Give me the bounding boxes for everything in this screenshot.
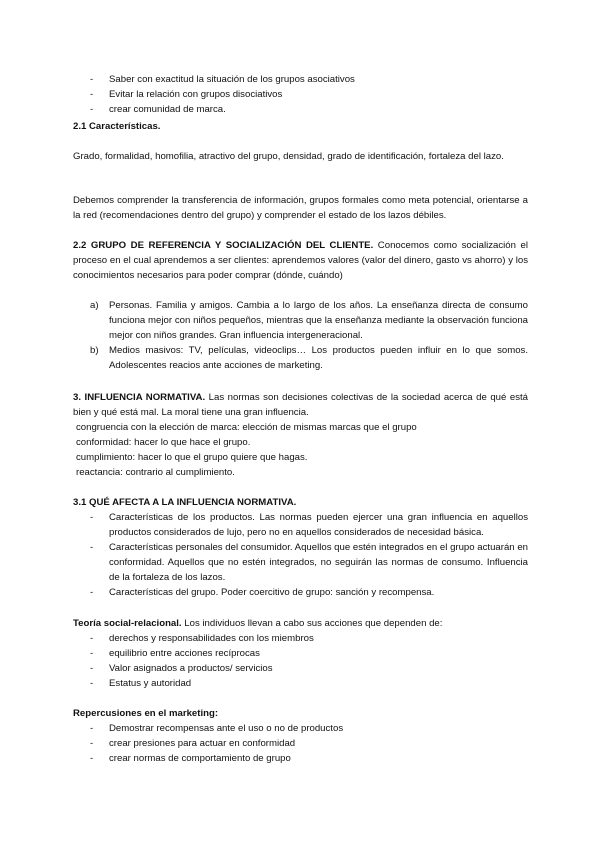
list-item: - Características personales del consumidor. Aquellos que estén integrados en el grupo actuarán en conformidad. Aquellos que no estén integrados, no seguirán las normas de consumo. Influencia de la fortaleza de los lazos.	[90, 542, 528, 583]
repercusiones-section	[73, 706, 528, 766]
dash-marker: -	[90, 512, 94, 523]
section-3-paragraph: 3. INFLUENCIA NORMATIVA. Las normas son decisiones colectivas de la sociedad acerca de qué está bien y qué está mal. La moral tiene una gran influencia. congruencia con la elección de marca: elección de mismas marcas que el grupo conformidad: hacer lo que hace el grupo. cumplimiento: hacer lo que el grupo quiere que hagas. reactancia: contrario al cumplimiento.	[73, 392, 529, 478]
dash-marker: -	[90, 678, 94, 689]
section-3-heading: 3. INFLUENCIA NORMATIVA.	[73, 392, 206, 403]
norm-line: cumplimiento: hacer lo que el grupo quiere que hagas.	[76, 452, 308, 463]
dash-marker: -	[90, 723, 94, 734]
dash-marker: -	[90, 74, 94, 85]
section-2-2-heading: 2.2 GRUPO DE REFERENCIA Y SOCIALIZACIÓN DEL CLIENTE.	[73, 240, 374, 251]
section-3-1-list	[73, 510, 528, 600]
repercusiones-heading: Repercusiones en el marketing:	[73, 708, 219, 719]
list-item: - derechos y responsabilidades con los miembros	[90, 633, 314, 644]
top-bullet-list	[73, 72, 528, 117]
norm-line: conformidad: hacer lo que hace el grupo.	[76, 437, 251, 448]
list-marker: b)	[90, 345, 99, 356]
section-2-1-heading: 2.1 Características.	[73, 121, 161, 132]
list-item: - crear normas de comportamiento de grupo	[90, 753, 291, 764]
list-item: - Demostrar recompensas ante el uso o no de productos	[90, 723, 344, 734]
list-item: - crear presiones para actuar en conformidad	[90, 738, 296, 749]
section-2-1-paragraph-1: Grado, formalidad, homofilia, atractivo del grupo, densidad, grado de identificación, fortaleza del lazo.	[73, 151, 504, 162]
norm-line: congruencia con la elección de marca: elección de mismas marcas que el grupo	[76, 422, 417, 433]
dash-marker: -	[90, 104, 94, 115]
dash-marker: -	[90, 663, 94, 674]
list-item: - equilibrio entre acciones recíprocas	[90, 648, 260, 659]
dash-marker: -	[90, 587, 94, 598]
list-item: - Saber con exactitud la situación de los grupos asociativos	[90, 74, 355, 85]
dash-marker: -	[90, 738, 94, 749]
section-2-2-paragraph: 2.2 GRUPO DE REFERENCIA Y SOCIALIZACIÓN DEL CLIENTE. Conocemos como socialización el proceso en el cual aprendemos a ser clientes: aprendemos valores (valor del dinero, gasto vs ahorro) y los conocimientos necesarios para poder comprar (dónde, cuándo)	[73, 240, 529, 281]
list-item: - Valor asignados a productos/ servicios	[90, 663, 273, 674]
norm-line: reactancia: contrario al cumplimiento.	[76, 467, 235, 478]
teoria-heading: Teoría social-relacional.	[73, 618, 182, 629]
list-item: - crear comunidad de marca.	[90, 104, 226, 115]
list-marker: a)	[90, 300, 99, 311]
list-item: - Características del grupo. Poder coercitivo de grupo: sanción y recompensa.	[90, 587, 435, 598]
dash-marker: -	[90, 542, 94, 553]
list-item: a) Personas. Familia y amigos. Cambia a lo largo de los años. La enseñanza directa de consumo funciona mejor con niños pequeños, mientras que la enseñanza mediante la observación funciona mejor con niños grandes. Gran influencia intergeneracional.	[90, 300, 528, 341]
section-3-1-heading: 3.1 QUÉ AFECTA A LA INFLUENCIA NORMATIVA.	[73, 497, 297, 508]
dash-marker: -	[90, 753, 94, 764]
list-item: - Estatus y autoridad	[90, 678, 192, 689]
list-item: b) Medios masivos: TV, películas, videoclips… Los productos pueden influir en lo que somos. Adolescentes reacios ante acciones de marketing.	[90, 345, 528, 371]
dash-marker: -	[90, 633, 94, 644]
teoria-paragraph: Teoría social-relacional. Los individuos llevan a cabo sus acciones que dependen de: - derechos y responsabilidades con los miembros - equilibrio entre acciones recíprocas - Valor asignados a productos/ servicios - Estatus y autoridad	[73, 616, 528, 691]
list-item: - Evitar la relación con grupos disociativos	[90, 89, 283, 100]
section-2-2-list	[73, 298, 528, 373]
dash-marker: -	[90, 648, 94, 659]
dash-marker: -	[90, 89, 94, 100]
list-item: - Características de los productos. Las normas pueden ejercer una gran influencia en aquellos productos considerados de lujo, pero no en aquellos considerados de necesidad básica.	[90, 512, 528, 538]
section-2-1-paragraph-2: Debemos comprender la transferencia de información, grupos formales como meta potencial, orientarse a la red (recomendaciones dentro del grupo) y comprender el estado de los lazos débiles.	[73, 195, 528, 221]
